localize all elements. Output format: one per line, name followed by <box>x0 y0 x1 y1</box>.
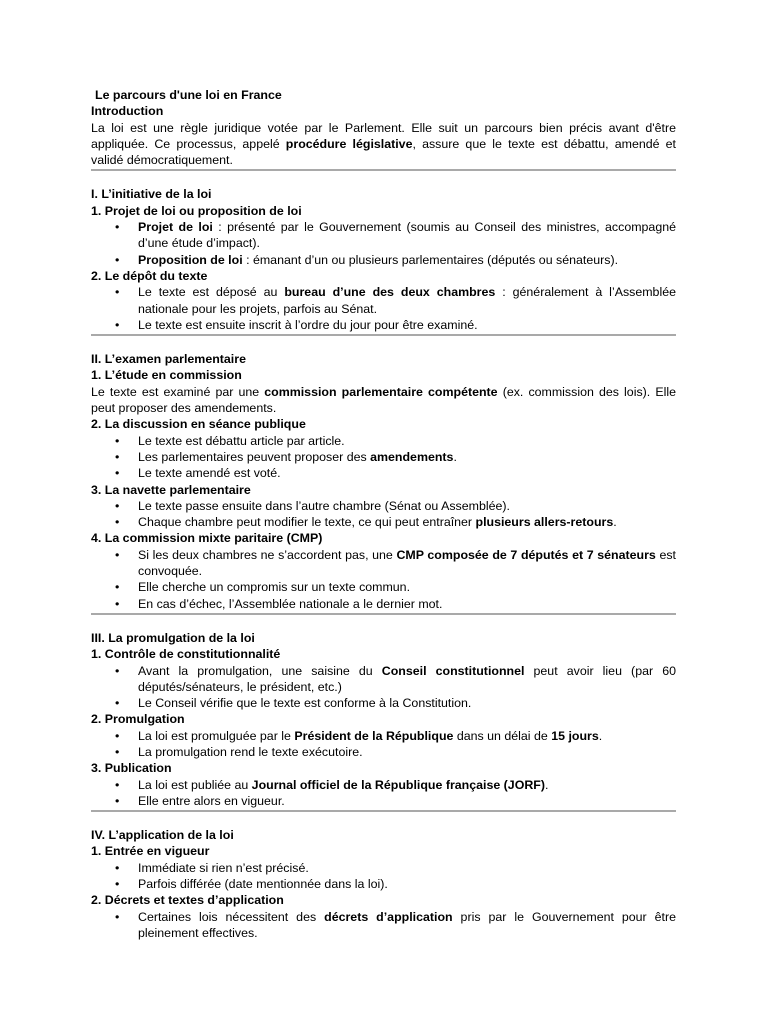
bullet-item <box>91 909 676 942</box>
subsection-heading: 2. Décrets et textes d’application <box>91 893 284 908</box>
document-body <box>91 87 676 941</box>
subsection-paragraph <box>91 384 676 417</box>
text-run: La loi est promulguée par le <box>138 728 295 743</box>
bullet-item <box>91 777 676 793</box>
bullet-item <box>91 547 676 580</box>
text-run: . <box>598 728 603 743</box>
bold-text: amendements <box>370 449 454 464</box>
section <box>91 186 676 333</box>
text-run: La loi est publiée au <box>138 777 252 792</box>
section-heading: IV. L’application de la loi <box>91 828 234 843</box>
bullet-icon: • <box>115 860 120 875</box>
section-divider <box>91 613 676 615</box>
bold-text: plusieurs allers-retours <box>475 515 614 530</box>
text-run: (ex. commission des lois). Elle peut proposer des amendements. <box>91 384 676 416</box>
text-run: peut avoir lieu (par 60 députés/sénateurs, le président, etc.) <box>138 663 676 694</box>
section <box>91 351 676 612</box>
bullet-list <box>91 284 676 333</box>
bullet-icon: • <box>115 596 120 611</box>
intro-heading: Introduction <box>91 104 164 119</box>
subsection-heading: 1. L’étude en commission <box>91 368 242 383</box>
text-run: Le texte est ensuite inscrit à l’ordre du jour pour être examiné. <box>138 317 478 332</box>
bullet-item <box>91 433 676 449</box>
text-run: Le texte est déposé au <box>138 285 285 300</box>
bullet-item <box>91 317 676 333</box>
text-run: Si les deux chambres ne s’accordent pas, une <box>138 547 397 562</box>
text-run: Le texte amendé est voté. <box>138 466 281 481</box>
bold-text: décrets d’application <box>324 909 453 924</box>
bold-text: Conseil constitutionnel <box>381 663 525 678</box>
text-run: Immédiate si rien n’est précisé. <box>138 860 309 875</box>
bullet-item <box>91 695 676 711</box>
bullet-icon: • <box>115 220 120 235</box>
document-title: Le parcours d'une loi en France <box>95 88 282 102</box>
text-run: Le texte est débattu article par article. <box>138 433 345 448</box>
text-run: Le Conseil vérifie que le texte est conforme à la Constitution. <box>138 696 472 711</box>
bullet-icon: • <box>115 449 120 464</box>
text-run: Certaines lois nécessitent des <box>138 909 325 924</box>
text-run: Elle entre alors en vigueur. <box>138 793 285 808</box>
bullet-icon: • <box>115 498 120 513</box>
bullet-item <box>91 284 676 317</box>
bullet-item <box>91 596 676 612</box>
intro-paragraph <box>91 120 676 169</box>
bold-text: Président de la République <box>294 728 454 743</box>
bold-text: procédure législative <box>285 136 413 151</box>
bold-text: bureau d’une des deux chambres <box>284 285 496 300</box>
bullet-icon: • <box>115 663 120 678</box>
bold-text: CMP composée de 7 députés et 7 sénateurs <box>396 547 656 562</box>
bullet-item <box>91 579 676 595</box>
text-run: . <box>453 449 457 464</box>
bullet-list <box>91 728 676 761</box>
subsection-heading: 3. La navette parlementaire <box>91 482 251 497</box>
bullet-icon: • <box>115 777 120 792</box>
subsection-heading: 2. La discussion en séance publique <box>91 417 306 432</box>
text-run: : généralement à l’Assemblée nationale pour les projets, parfois au Sénat. <box>138 285 676 316</box>
text-run: , assure que le texte est débattu, amendé et validé démocratiquement. <box>91 136 676 168</box>
bullet-item <box>91 252 676 268</box>
bullet-item <box>91 860 676 876</box>
bullet-icon: • <box>115 466 120 481</box>
bullet-item <box>91 728 676 744</box>
text-run: pris par le Gouvernement pour être pleinement effectives. <box>138 909 676 940</box>
text-run: La loi est une règle juridique votée par le Parlement. Elle suit un parcours bien précis avant d'être appliquée. Ce processus, appelé <box>91 120 676 151</box>
bullet-icon: • <box>115 728 120 743</box>
bold-text: Proposition de loi <box>138 252 243 267</box>
bullet-icon: • <box>115 744 120 759</box>
section-heading: II. L’examen parlementaire <box>91 352 246 367</box>
text-run: Elle cherche un compromis sur un texte commun. <box>138 580 411 595</box>
subsection-heading: 2. Promulgation <box>91 712 185 727</box>
bullet-item <box>91 876 676 892</box>
bullet-list <box>91 219 676 268</box>
subsection-heading: 1. Entrée en vigueur <box>91 844 210 859</box>
section-heading: I. L’initiative de la loi <box>91 187 212 202</box>
text-run: Avant la promulgation, une saisine du <box>138 663 382 678</box>
bullet-icon: • <box>115 696 120 711</box>
sections-container <box>91 168 676 941</box>
bold-text: Journal officiel de la République française (JORF) <box>251 777 545 792</box>
text-run: En cas d’échec, l’Assemblée nationale a le dernier mot. <box>138 596 443 611</box>
text-run: . <box>544 777 549 792</box>
bullet-list <box>91 498 676 531</box>
text-run: La promulgation rend le texte exécutoire. <box>138 744 363 759</box>
bullet-list <box>91 663 676 712</box>
subsection-heading: 1. Projet de loi ou proposition de loi <box>91 203 302 218</box>
text-run: : présenté par le Gouvernement (soumis au Conseil des ministres, accompagné d’une étude d’impact). <box>138 220 676 251</box>
bullet-icon: • <box>115 285 120 300</box>
bullet-list <box>91 909 676 942</box>
text-run: Les parlementaires peuvent proposer des <box>138 449 371 464</box>
bullet-icon: • <box>115 515 120 530</box>
subsection-heading: 1. Contrôle de constitutionnalité <box>91 647 281 662</box>
bullet-icon: • <box>115 317 120 332</box>
bullet-icon: • <box>115 433 120 448</box>
text-run: . <box>613 515 617 530</box>
bullet-item <box>91 465 676 481</box>
text-run: Chaque chambre peut modifier le texte, ce qui peut entraîner <box>138 515 476 530</box>
subsection-heading: 4. La commission mixte paritaire (CMP) <box>91 531 323 546</box>
bullet-list <box>91 777 676 810</box>
section <box>91 827 676 941</box>
subsection-heading: 2. Le dépôt du texte <box>91 268 208 283</box>
bullet-icon: • <box>115 877 120 892</box>
text-run: Le texte passe ensuite dans l’autre chambre (Sénat ou Assemblée). <box>138 498 510 513</box>
section <box>91 630 676 809</box>
section-divider <box>91 169 676 171</box>
bullet-item <box>91 663 676 696</box>
bullet-icon: • <box>115 547 120 562</box>
subsection-heading: 3. Publication <box>91 761 172 776</box>
text-run: est convoquée. <box>138 547 676 579</box>
text-run: dans un délai de <box>453 728 552 743</box>
bullet-list <box>91 860 676 893</box>
section-divider <box>91 810 676 812</box>
bold-text: 15 jours <box>551 728 599 743</box>
bullet-item <box>91 514 676 530</box>
section-heading: III. La promulgation de la loi <box>91 630 255 645</box>
bullet-icon: • <box>115 793 120 808</box>
bullet-item <box>91 498 676 514</box>
bullet-item <box>91 449 676 465</box>
bullet-icon: • <box>115 580 120 595</box>
bullet-item <box>91 744 676 760</box>
bullet-icon: • <box>115 909 120 924</box>
text-run: : émanant d’un ou plusieurs parlementaires (députés ou sénateurs). <box>242 252 619 267</box>
bullet-list <box>91 547 676 612</box>
bullet-icon: • <box>115 252 120 267</box>
bullet-item <box>91 793 676 809</box>
bold-text: commission parlementaire compétente <box>264 384 498 399</box>
text-run: Le texte est examiné par une <box>91 384 265 399</box>
text-run: Parfois différée (date mentionnée dans la loi). <box>138 877 388 892</box>
bullet-item <box>91 219 676 252</box>
section-divider <box>91 334 676 336</box>
bold-text: Projet de loi <box>138 220 213 235</box>
bullet-list <box>91 433 676 482</box>
